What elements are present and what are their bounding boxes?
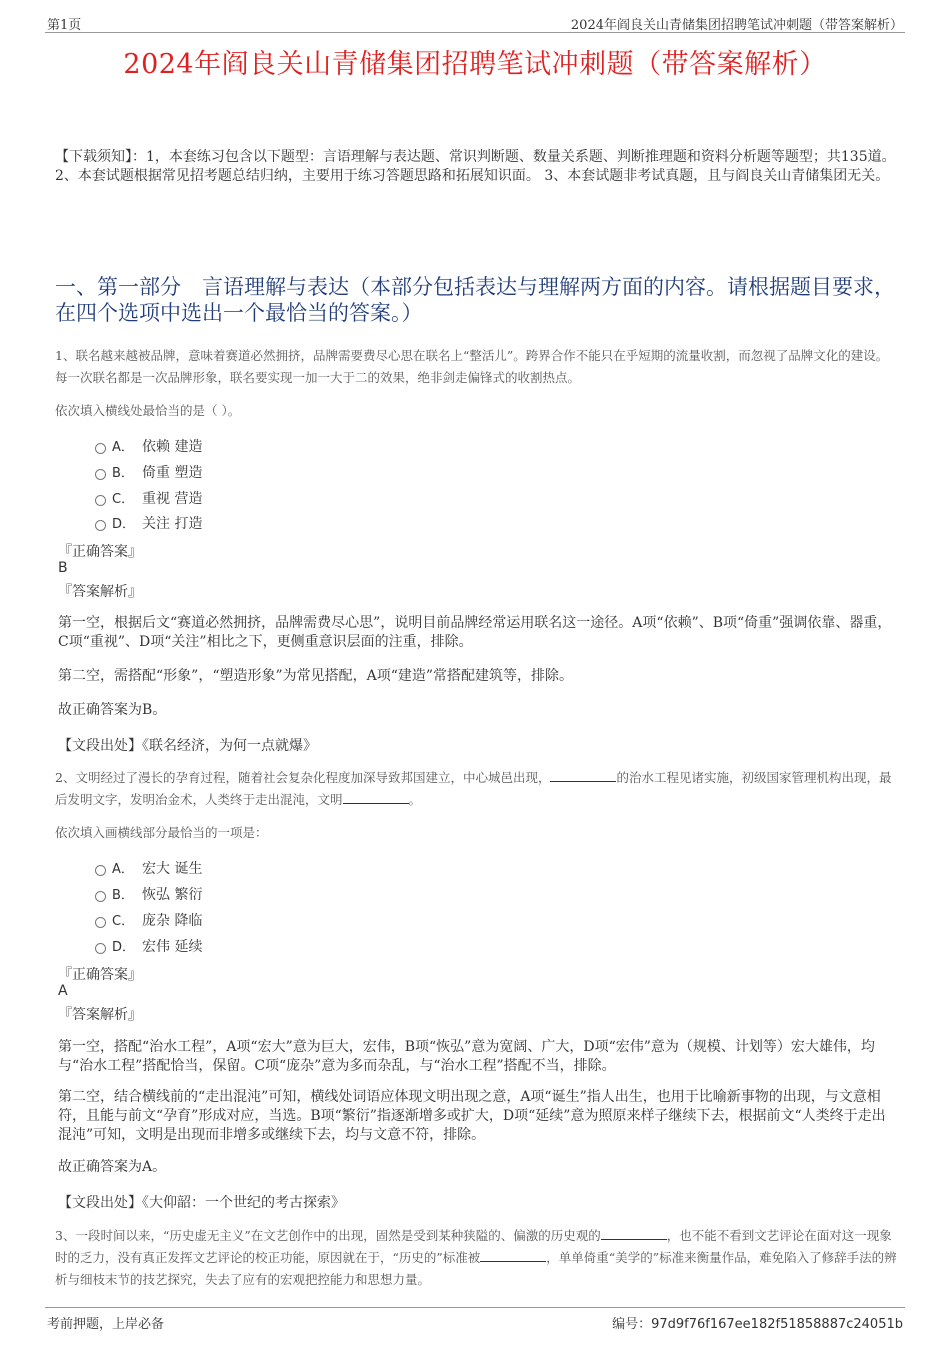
option-text: 恢弘 繁衍	[142, 887, 203, 903]
option-letter: B．	[112, 888, 134, 903]
radio-icon[interactable]	[95, 891, 106, 902]
radio-icon[interactable]	[95, 469, 106, 480]
q2-answer-label: 『正确答案』	[58, 967, 142, 983]
radio-icon[interactable]	[95, 520, 106, 531]
question-1-stem: 1、联名越来越被品牌，意味着赛道必然拥挤，品牌需要费尽心思在联名上“整活儿”。跨界合作不能只在乎短期的流量收割，而忽视了品牌文化的建设。每一次联名都是一次品牌形象，联名要实现一加一大于二的效果，绝非剑走偏锋式的收割热点。	[55, 348, 889, 385]
q2-source: 【文段出处】《大仰韶：一个世纪的考古探索》	[58, 1195, 345, 1211]
fill-blank	[480, 1249, 546, 1262]
q2-option-d[interactable]	[95, 936, 202, 956]
option-letter: A．	[112, 862, 134, 877]
download-notice: 【下载须知】：1，本套练习包含以下题型：言语理解与表达题、常识判断题、数量关系题、判断推理题和资料分析题等题型；共135道。 2、本套试题根据常见招考题总结归纳，主要用于练习答题思路和拓展知识面。 3、本套试题非考试真题，且与阎良关山青储集团无关。	[55, 149, 896, 184]
footer-code-value: 97d9f76f167ee182f51858887c24051b	[651, 1317, 903, 1332]
q1-source: 【文段出处】《联名经济，为何一点就爆》	[58, 738, 317, 754]
q1-option-c[interactable]	[95, 488, 202, 508]
q1-analysis-1: 第一空，根据后文“赛道必然拥挤，品牌需费尽心思”，说明目前品牌经常运用联名这一途径。A项“依赖”、B项“倚重”强调依靠、器重，C项“重视”、D项“关注”相比之下，更侧重意识层面的注重，排除。	[58, 615, 892, 650]
footer-code	[612, 1313, 903, 1332]
q1-option-d[interactable]	[95, 513, 202, 533]
q2-analysis-3: 故正确答案为A。	[58, 1159, 167, 1175]
option-text: 重视 营造	[142, 491, 203, 507]
q2-stem-part: 2、文明经过了漫长的孕育过程，随着社会复杂化程度加深导致邦国建立，中心城邑出现，	[55, 770, 551, 785]
q2-analysis-1: 第一空，搭配“治水工程”，A项“宏大”意为巨大，宏伟，B项“恢弘”意为宽阔、广大，D项“宏伟”意为（规模、计划等）宏大雄伟，均与“治水工程”搭配恰当，保留。C项“庞杂”意为多而杂乱，与“治水工程”搭配不当，排除。	[58, 1039, 875, 1074]
footer-code-label: 编号：	[612, 1317, 652, 1332]
radio-icon[interactable]	[95, 917, 106, 928]
radio-icon[interactable]	[95, 865, 106, 876]
fill-blank	[343, 791, 409, 804]
option-letter: C．	[112, 492, 135, 507]
document-title: 2024年阎良关山青储集团招聘笔试冲刺题（带答案解析）	[123, 49, 827, 80]
q2-option-b[interactable]	[95, 884, 202, 904]
question-1-instruction: 依次填入横线处最恰当的是（ ）。	[55, 403, 241, 418]
radio-icon[interactable]	[95, 943, 106, 954]
question-3-stem	[55, 1225, 898, 1291]
q1-option-b[interactable]	[95, 462, 202, 482]
radio-icon[interactable]	[95, 443, 106, 454]
q3-stem-part: 3、一段时间以来，“历史虚无主义”在文艺创作中的出现，固然是受到某种狭隘的、偏激的历史观的	[55, 1228, 601, 1243]
page-footer	[45, 1307, 905, 1330]
fill-blank	[601, 1227, 667, 1240]
fill-blank	[550, 769, 616, 782]
q1-option-a[interactable]	[95, 436, 202, 456]
question-2-stem	[55, 767, 898, 811]
q1-analysis-3: 故正确答案为B。	[58, 702, 167, 718]
q2-analysis-label: 『答案解析』	[58, 1007, 142, 1023]
question-2-instruction: 依次填入画横线部分最恰当的一项是：	[55, 825, 268, 840]
option-letter: D．	[112, 940, 136, 955]
q2-answer: A	[58, 983, 68, 999]
q1-answer: B	[58, 560, 68, 576]
option-letter: C．	[112, 914, 135, 929]
page-header	[45, 12, 905, 33]
option-text: 宏伟 延续	[142, 939, 203, 955]
radio-icon[interactable]	[95, 495, 106, 506]
q1-analysis-label: 『答案解析』	[58, 584, 142, 600]
option-letter: A．	[112, 440, 134, 455]
option-text: 关注 打造	[142, 516, 203, 532]
option-text: 依赖 建造	[142, 439, 203, 455]
q1-analysis-2: 第二空，需搭配“形象”，“塑造形象”为常见搭配，A项“建造”常搭配建筑等，排除。	[58, 668, 574, 684]
q2-stem-part: 。	[408, 792, 422, 807]
option-text: 倚重 塑造	[142, 465, 203, 481]
q3-stem-part: ，也不能不看到文艺评论在面对这一现象时的乏力，没有真正发挥文艺评论的校正功能，原因就在于，“历史的”标准被	[55, 1228, 892, 1265]
option-letter: D．	[112, 517, 136, 532]
q3-stem-part: ，单单倚重“美学的”标准来衡量作品，难免陷入了修辞手法的辨析与细枝末节的技艺探究，失去了应有的宏观把控能力和思想力量。	[55, 1250, 897, 1287]
q2-analysis-2: 第二空，结合横线前的“走出混沌”可知，横线处词语应体现文明出现之意，A项“诞生”指人出生，也用于比喻新事物的出现，与文意相符，且能与前文“孕育”形成对应，当选。B项“繁衍”指逐渐增多或扩大，D项“延续”意为照原来样子继续下去，根据前文“人类终于走出混沌”可知，文明是出现而非增多或继续下去，均与文意不符，排除。	[58, 1089, 886, 1143]
option-text: 宏大 诞生	[142, 861, 203, 877]
section-heading: 一、第一部分 言语理解与表达（本部分包括表达与理解两方面的内容。请根据题目要求，在四个选项中选出一个最恰当的答案。）	[55, 275, 895, 325]
option-text: 庞杂 降临	[142, 913, 203, 929]
page-number: 第1页	[47, 18, 82, 33]
q2-option-c[interactable]	[95, 910, 202, 930]
footer-slogan: 考前押题，上岸必备	[47, 1317, 165, 1332]
q1-answer-label: 『正确答案』	[58, 544, 142, 560]
option-letter: B．	[112, 466, 134, 481]
q2-option-a[interactable]	[95, 858, 202, 878]
q2-stem-part: 的治水工程见诸实施，初级国家管理机构出现，最后发明文字，发明冶金术，人类终于走出混沌，文明	[55, 770, 892, 807]
header-doc-title: 2024年阎良关山青储集团招聘笔试冲刺题（带答案解析）	[570, 18, 903, 33]
